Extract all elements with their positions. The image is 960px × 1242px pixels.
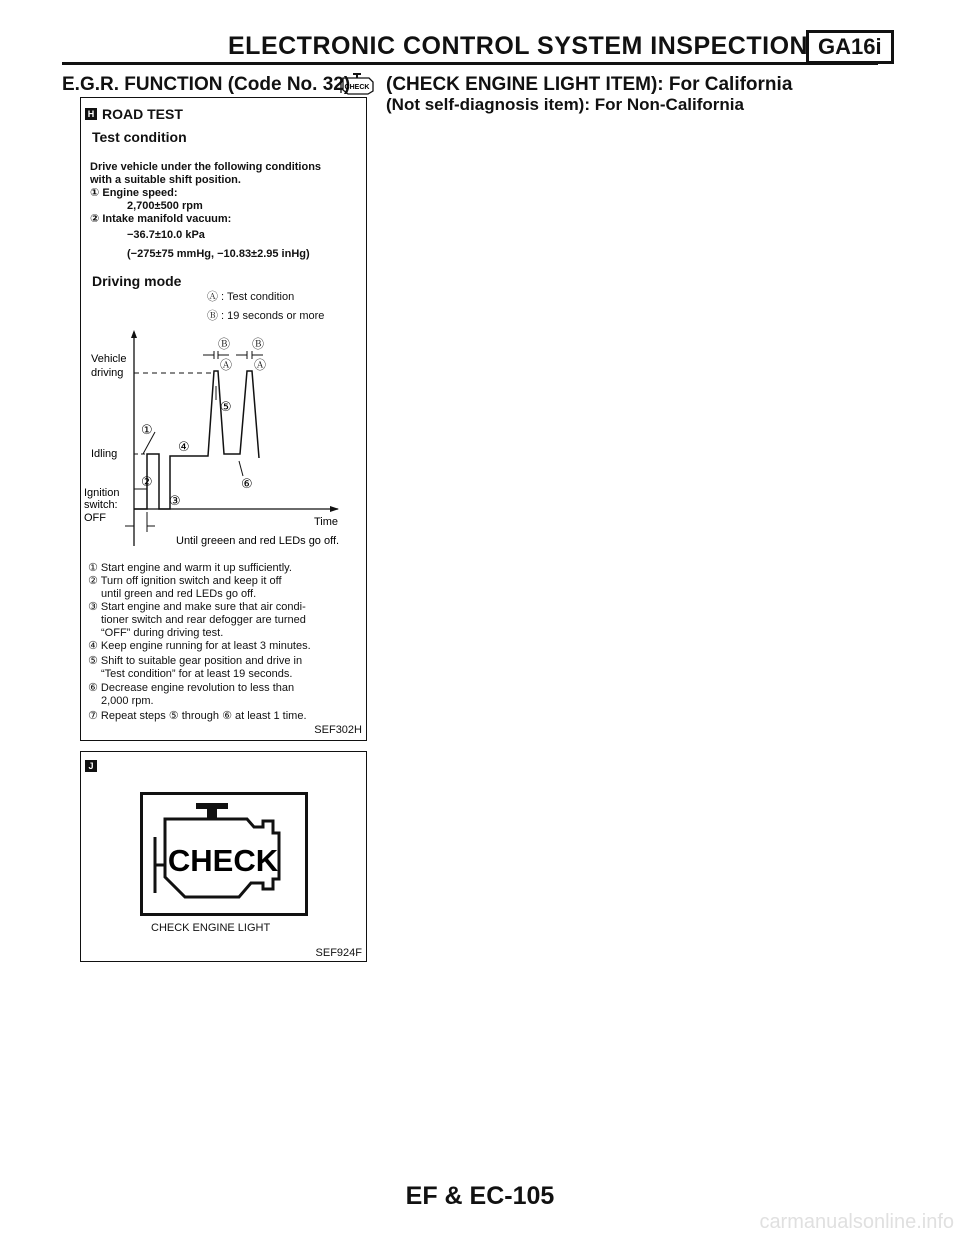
legend-b: Ⓑ : 19 seconds or more <box>207 310 325 322</box>
step-line: ④ Keep engine running for at least 3 minutes. <box>88 640 311 652</box>
watermark: carmanualsonline.info <box>759 1211 954 1233</box>
condition-line: with a suitable shift position. <box>90 174 241 186</box>
check-engine-panel <box>80 751 367 962</box>
step-line: ⑦ Repeat steps ⑤ through ⑥ at least 1 time. <box>88 710 307 722</box>
y-label: OFF <box>84 512 106 524</box>
check-engine-icon <box>151 801 297 907</box>
check-icon-text: CHECK <box>167 843 279 878</box>
step-line: ③ Start engine and make sure that air condi- <box>88 601 306 613</box>
check-engine-caption: CHECK ENGINE LIGHT <box>151 922 271 934</box>
step-line: 2,000 rpm. <box>101 695 154 707</box>
y-label: switch: <box>84 499 118 511</box>
marker-3: ③ <box>169 493 181 508</box>
step-line: ② Turn off ignition switch and keep it off <box>88 575 282 587</box>
step-line: “Test condition” for at least 19 seconds. <box>101 668 293 680</box>
step-line: ⑤ Shift to suitable gear position and drive in <box>88 655 303 667</box>
condition-line: ① Engine speed: <box>90 187 178 199</box>
section-title: E.G.R. FUNCTION (Code No. 32) <box>62 74 351 95</box>
marker-b: Ⓑ <box>252 337 265 351</box>
step-line: until green and red LEDs go off. <box>101 588 257 600</box>
check-engine-icon-frame <box>140 792 308 916</box>
marker-a: Ⓐ <box>254 358 267 372</box>
marker-a: Ⓐ <box>220 358 233 372</box>
condition-line: (−275±75 mmHg, −10.83±2.95 inHg) <box>127 248 310 260</box>
legend-a: Ⓐ : Test condition <box>207 291 295 303</box>
y-label: Ignition <box>84 487 120 499</box>
road-test-panel <box>80 97 367 741</box>
driving-mode-chart <box>81 326 366 556</box>
condition-line: −36.7±10.0 kPa <box>127 229 205 241</box>
marker-2: ② <box>141 474 153 489</box>
header-rule <box>62 62 878 65</box>
y-label: Vehicle <box>91 353 127 365</box>
road-test-title: ROAD TEST <box>102 106 183 122</box>
page-header-title: ELECTRONIC CONTROL SYSTEM INSPECTION <box>228 32 809 60</box>
marker-1: ① <box>141 422 153 437</box>
marker-b: Ⓑ <box>218 337 231 351</box>
time-label: Time <box>314 516 339 528</box>
condition-line: ② Intake manifold vacuum: <box>90 213 232 225</box>
model-badge: GA16i <box>806 30 894 64</box>
check-engine-badge: J <box>85 760 97 772</box>
step-line: “OFF” during driving test. <box>101 627 224 639</box>
test-condition-title: Test condition <box>92 129 187 145</box>
y-label: Idling <box>91 448 118 460</box>
check-mini-text: CHECK <box>344 84 370 91</box>
driving-mode-title: Driving mode <box>92 273 182 289</box>
figure-code: SEF924F <box>315 947 362 959</box>
y-label: driving <box>91 367 124 379</box>
section-applicability-non-california: (Not self-diagnosis item): For Non-California <box>386 95 744 114</box>
marker-5: ⑤ <box>220 399 232 414</box>
step-line: tioner switch and rear defogger are turned <box>101 614 306 626</box>
check-engine-mini-icon <box>340 73 374 95</box>
step-line: ① Start engine and warm it up sufficiently. <box>88 562 292 574</box>
section-applicability-california: (CHECK ENGINE LIGHT ITEM): For California <box>386 74 793 95</box>
marker-6: ⑥ <box>241 476 253 491</box>
condition-line: 2,700±500 rpm <box>127 200 203 212</box>
condition-line: Drive vehicle under the following conditions <box>90 161 322 173</box>
figure-code: SEF302H <box>314 724 362 736</box>
page-number: EF & EC-105 <box>405 1182 555 1210</box>
y-axis-arrow <box>131 330 137 338</box>
x-axis-arrow <box>330 506 339 512</box>
marker-4: ④ <box>178 439 190 454</box>
step-line: ⑥ Decrease engine revolution to less than <box>88 682 295 694</box>
road-test-badge: H <box>85 108 97 120</box>
until-label: Until greeen and red LEDs go off. <box>176 535 340 547</box>
